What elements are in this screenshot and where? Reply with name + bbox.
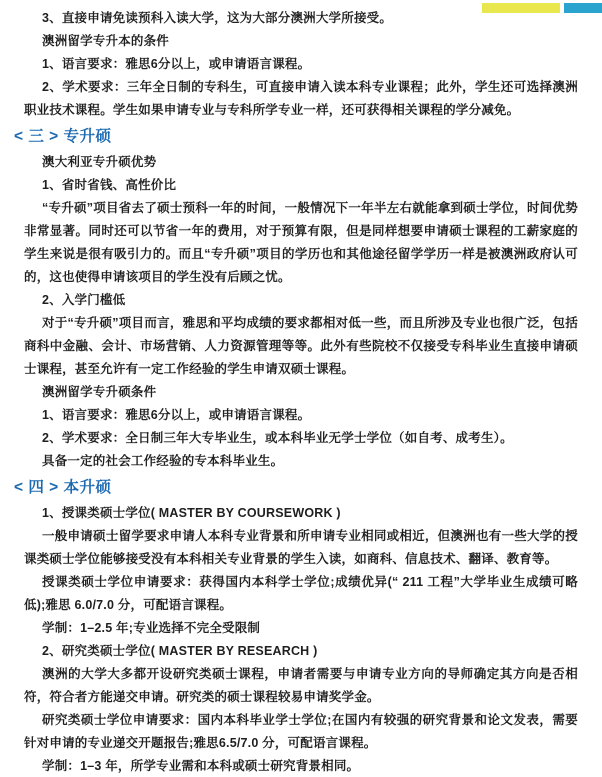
paragraph: 2、研究类硕士学位( MASTER BY RESEARCH ) <box>42 644 318 658</box>
section-heading: < 三 > 专升硕 <box>14 128 112 145</box>
paragraph: 2、学术要求：全日制三年大专毕业生，或本科毕业无学士学位（如自考、成考生）。 <box>42 431 513 445</box>
paragraph: 1、语言要求：雅思6分以上，或申请语言课程。 <box>42 57 311 71</box>
paragraph: 2、学术要求：三年全日制的专科生，可直接申请入读本科专业课程；此外，学生还可选择澳洲职业技术课程。学生如果申请专业与专科所学专业一样，还可获得相关课程的学分减免。 <box>24 80 578 117</box>
paragraph: 一般申请硕士留学要求申请人本科专业背景和所申请专业相同或相近，但澳洲也有一些大学的授课类硕士学位能够接受没有本科相关专业背景的学生入读，如商科、信息技术、翻译、教育等。 <box>24 529 578 566</box>
paragraph: 学制：1–2.5 年;专业选择不完全受限制 <box>42 621 261 635</box>
paragraph: 澳洲留学专升硕条件 <box>42 385 157 399</box>
paragraph: 授课类硕士学位申请要求：获得国内本科学士学位;成绩优异(“ 211 工程”大学毕业生成绩可略低);雅思 6.0/7.0 分，可配语言课程。 <box>24 575 578 612</box>
section-heading: < 四 > 本升硕 <box>14 479 112 496</box>
paragraph: 3、直接申请免读预科入读大学，这为大部分澳洲大学所接受。 <box>42 11 393 25</box>
paragraph: 澳洲留学专升本的条件 <box>42 34 170 48</box>
paragraph: “专升硕”项目省去了硕士预科一年的时间，一般情况下一年半左右就能拿到硕士学位，时间优势非常显著。同时还可以节省一年的费用，对于预算有限，但是同样想要申请硕士课程的工薪家庭的学生来说是很有吸引力的。而且“专升硕”项目的学历也和其他途径留学学历一样是被澳洲政府认可的，这也使得申请该项目的学生没有后顾之忧。 <box>24 201 578 284</box>
paragraph: 1、语言要求：雅思6分以上，或申请语言课程。 <box>42 408 311 422</box>
paragraph: 研究类硕士学位申请要求：国内本科毕业学士学位;在国内有较强的研究背景和论文发表，需要针对申请的专业递交开题报告;雅思6.5/7.0 分，可配语言课程。 <box>24 713 578 750</box>
document-body <box>14 7 578 777</box>
paragraph: 1、授课类硕士学位( MASTER BY COURSEWORK ) <box>42 506 341 520</box>
paragraph: 澳洲的大学大多都开设研究类硕士课程，申请者需要与申请专业方向的导师确定其方向是否相符，符合者方能递交申请。研究类的硕士课程较易申请奖学金。 <box>24 667 578 704</box>
paragraph: 对于“专升硕”项目而言，雅思和平均成绩的要求都相对低一些，而且所涉及专业也很广泛，包括商科中金融、会计、市场营销、人力资源管理等等。此外有些院校不仅接受专科毕业生直接申请硕士课程，甚至允许有一定工作经验的学生申请双硕士课程。 <box>24 316 578 376</box>
paragraph: 具备一定的社会工作经验的专本科毕业生。 <box>42 454 284 468</box>
paragraph: 2、入学门槛低 <box>42 293 126 307</box>
paragraph: 澳大利亚专升硕优势 <box>42 155 157 169</box>
paragraph: 1、省时省钱、高性价比 <box>42 178 177 192</box>
paragraph: 学制：1–3 年，所学专业需和本科或硕士研究背景相同。 <box>42 759 360 773</box>
